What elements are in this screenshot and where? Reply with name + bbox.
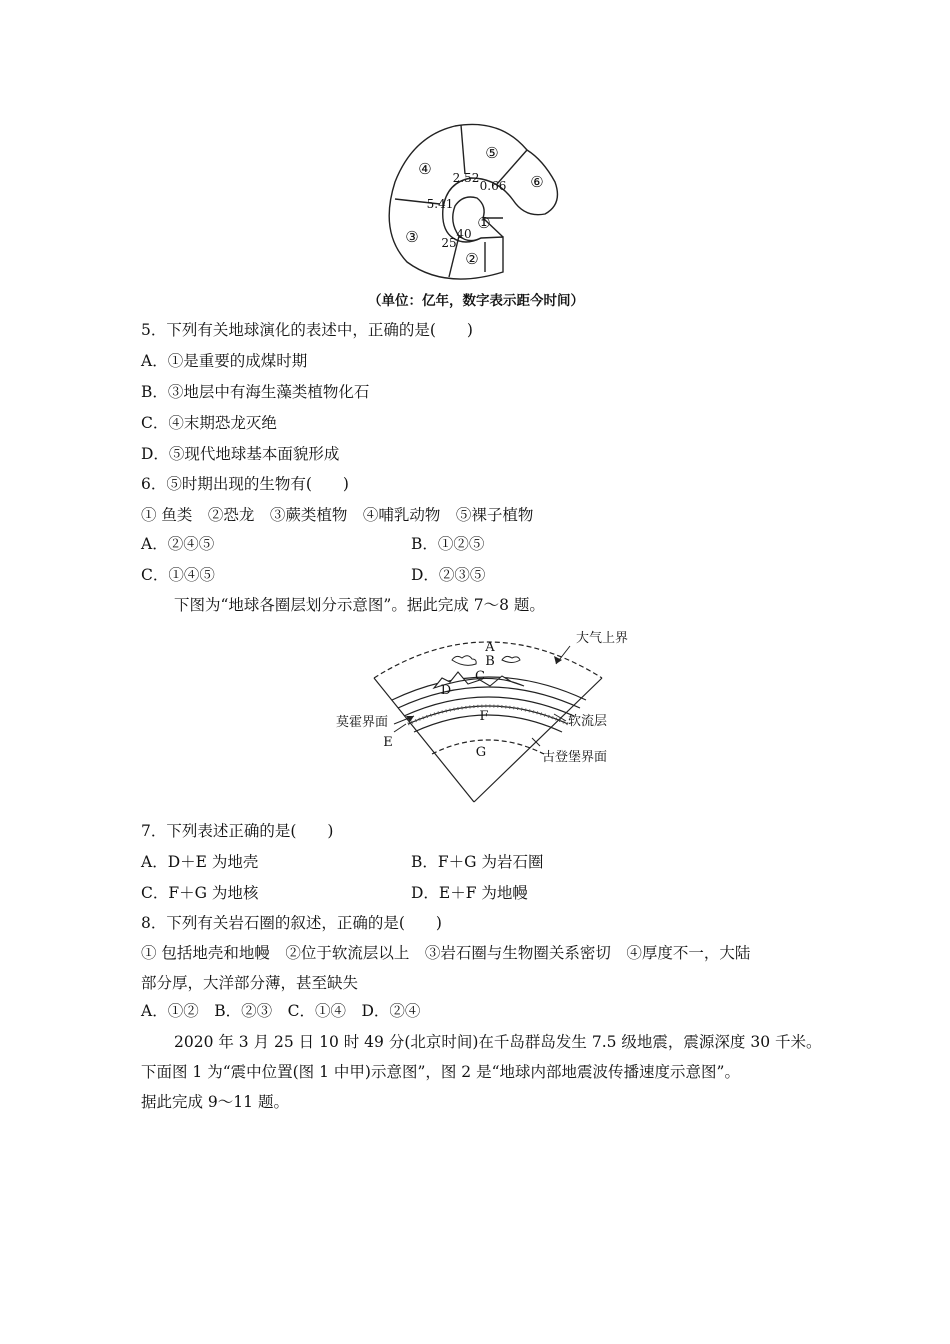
- q6-option-d: D．②③⑤: [411, 566, 486, 584]
- layer-d-label: D: [440, 683, 452, 698]
- q5-option-b: B．③地层中有海生藻类植物化石: [141, 383, 370, 401]
- q6-option-c: C．①④⑤: [141, 566, 215, 584]
- time-0-66: 0.66: [479, 179, 507, 193]
- time-5-41: 5.41: [426, 197, 454, 211]
- q5-option-c: C．④末期恐龙灭绝: [141, 414, 277, 432]
- intro-9-11-line3: 据此完成 9～11 题。: [141, 1093, 289, 1111]
- layer-b-label: B: [485, 654, 495, 669]
- q6-option-a: A．②④⑤: [141, 535, 215, 553]
- era-label-6: ⑥: [530, 173, 544, 191]
- q6-option-b: B．①②⑤: [411, 535, 485, 553]
- intro-9-11-line1: 2020 年 3 月 25 日 10 时 49 分(北京时间)在千岛群岛发生 7.5 级地震，震源深度 30 千米。: [174, 1033, 822, 1051]
- q8-options: A．①② B．②③ C．①④ D．②④: [141, 1002, 421, 1020]
- q7-option-b: B．F＋G 为岩石圈: [411, 853, 544, 871]
- time-2-52: 2.52: [452, 171, 480, 185]
- figure-caption: （单位：亿年，数字表示距今时间）: [368, 293, 584, 309]
- q8-items-line2: 部分厚，大洋部分薄，甚至缺失: [141, 974, 359, 992]
- layer-e-label: E: [383, 735, 393, 750]
- geologic-time-spiral-figure: [385, 122, 565, 284]
- q6-stem: 6．⑤时期出现的生物有( ): [141, 475, 349, 493]
- q7-option-a: A．D＋E 为地壳: [141, 853, 259, 871]
- intro-7-8: 下图为“地球各圈层划分示意图”。据此完成 7～8 题。: [174, 596, 545, 614]
- era-label-1: ①: [477, 214, 491, 232]
- time-25: 25: [441, 236, 457, 250]
- time-40: 40: [456, 227, 472, 241]
- intro-9-11-line2: 下面图 1 为“震中位置(图 1 中甲)示意图”，图 2 是“地球内部地震波传播速度示意图”。: [141, 1063, 740, 1081]
- moho-label: 莫霍界面: [336, 715, 389, 730]
- q5-option-a: A．①是重要的成煤时期: [141, 352, 308, 370]
- atmosphere-boundary-label: 大气上界: [576, 631, 629, 646]
- q7-stem: 7．下列表述正确的是( ): [141, 822, 334, 840]
- q5-option-d: D．⑤现代地球基本面貌形成: [141, 445, 340, 463]
- q8-stem: 8．下列有关岩石圈的叙述，正确的是( ): [141, 914, 442, 932]
- earth-spheres-figure: [334, 626, 629, 806]
- q5-stem: 5．下列有关地球演化的表述中，正确的是( ): [141, 321, 473, 339]
- layer-f-label: F: [479, 709, 489, 724]
- era-label-2: ②: [465, 250, 479, 268]
- layer-a-label: A: [485, 640, 495, 655]
- q8-items-line1: ① 包括地壳和地幔 ②位于软流层以上 ③岩石圈与生物圈关系密切 ④厚度不一，大陆: [141, 944, 751, 962]
- asthenosphere-label: 软流层: [568, 714, 608, 729]
- era-label-5: ⑤: [485, 144, 499, 162]
- layer-g-label: G: [475, 745, 487, 760]
- layer-c-label: C: [475, 669, 485, 684]
- q7-option-c: C．F＋G 为地核: [141, 884, 259, 902]
- q6-items: ① 鱼类 ②恐龙 ③蕨类植物 ④哺乳动物 ⑤裸子植物: [141, 506, 534, 524]
- q7-option-d: D．E＋F 为地幔: [411, 884, 528, 902]
- era-label-3: ③: [405, 228, 419, 246]
- era-label-4: ④: [418, 160, 432, 178]
- gutenberg-label: 古登堡界面: [542, 750, 608, 765]
